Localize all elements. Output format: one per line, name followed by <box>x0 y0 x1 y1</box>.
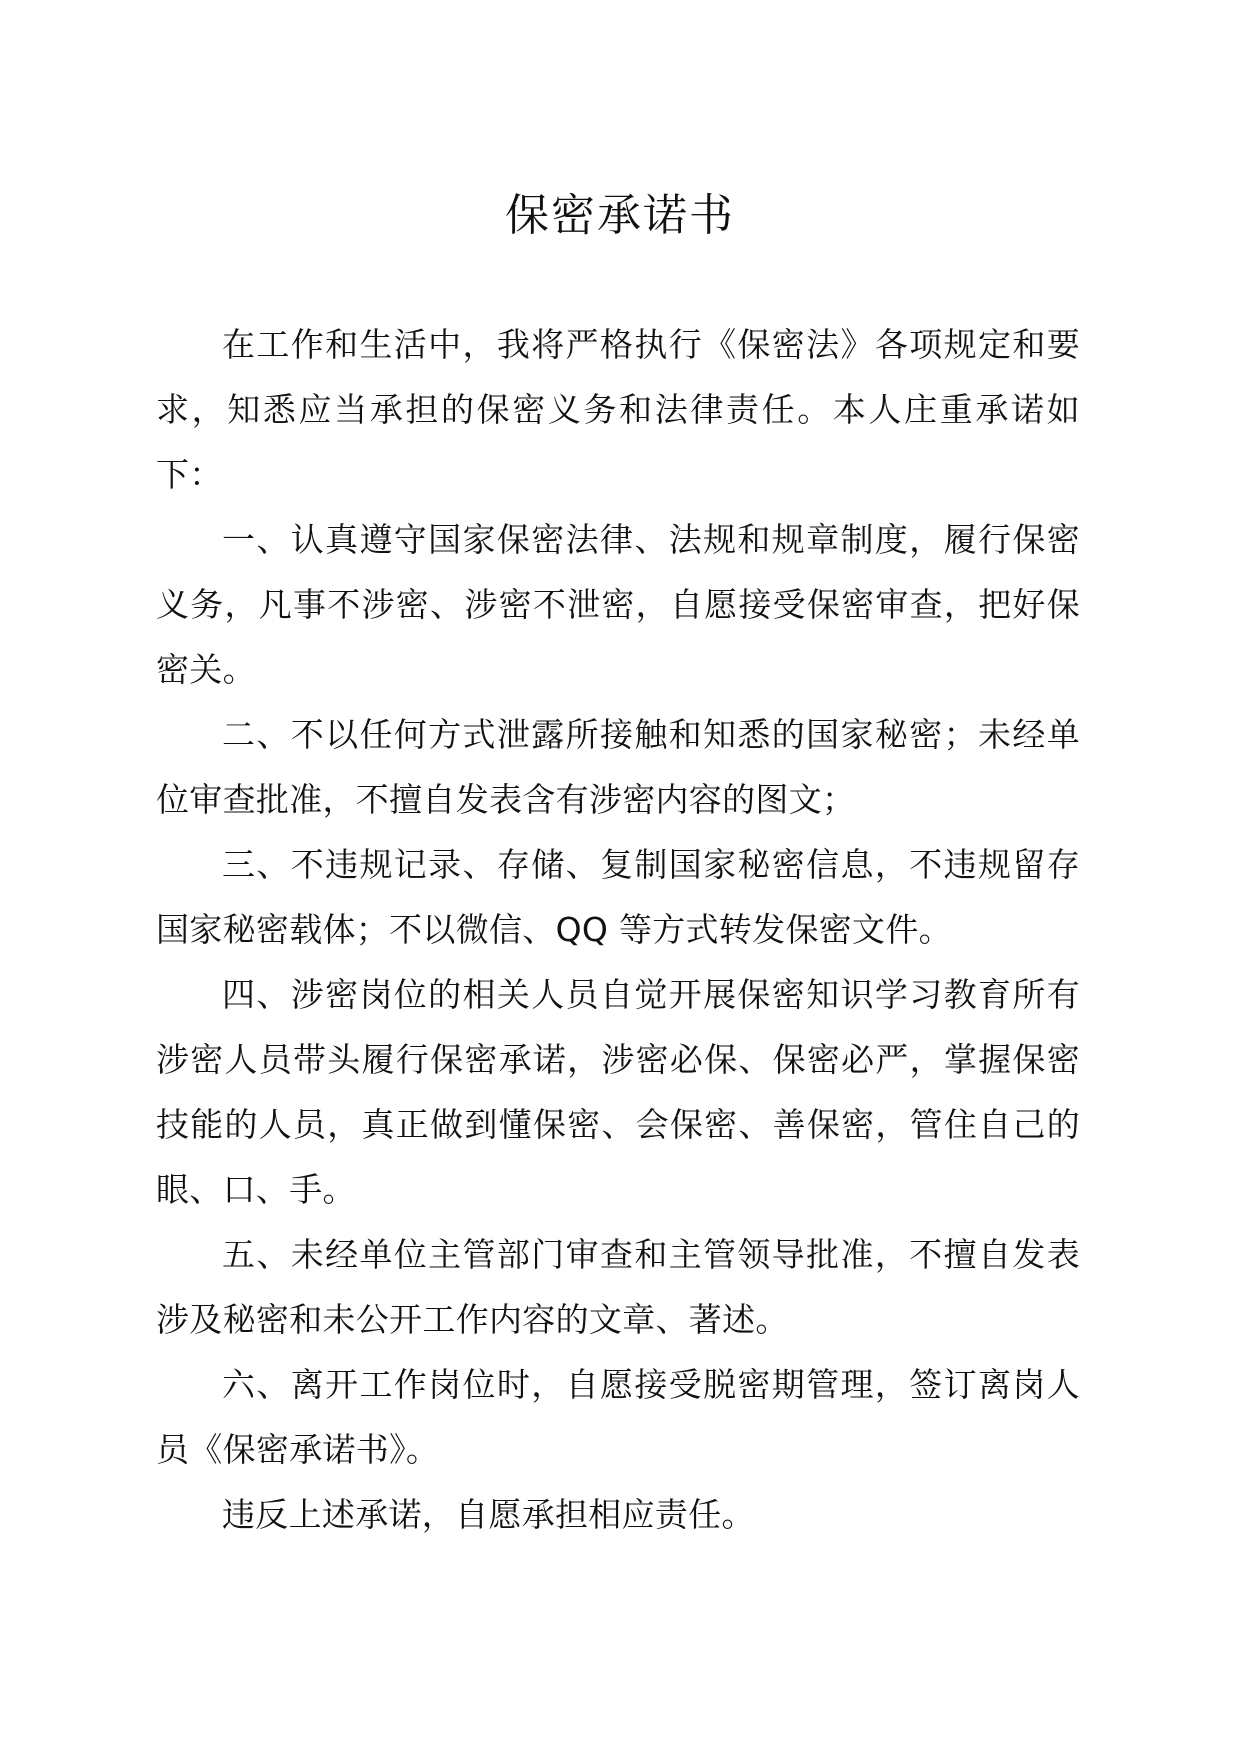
intro-paragraph: 在工作和生活中，我将严格执行《保密法》各项规定和要求，知悉应当承担的保密义务和法律责任。本人庄重承诺如下： <box>156 325 1080 494</box>
closing-statement: 违反上述承诺，自愿承担相应责任。 <box>222 1495 755 1534</box>
commitment-item-3: 三、不违规记录、存储、复制国家秘密信息，不违规留存国家秘密载体；不以微信、QQ 等方式转发保密文件。 <box>156 845 1080 949</box>
commitment-item-5: 五、未经单位主管部门审查和主管领导批准，不擅自发表涉及秘密和未公开工作内容的文章、著述。 <box>156 1235 1080 1339</box>
document-body <box>156 312 1080 1547</box>
document-title: 保密承诺书 <box>505 190 735 241</box>
commitment-item-6: 六、离开工作岗位时，自愿接受脱密期管理，签订离岗人员《保密承诺书》。 <box>156 1365 1080 1469</box>
commitment-item-1: 一、认真遵守国家保密法律、法规和规章制度，履行保密义务，凡事不涉密、涉密不泄密，自愿接受保密审查，把好保密关。 <box>156 520 1080 689</box>
commitment-item-4: 四、涉密岗位的相关人员自觉开展保密知识学习教育所有涉密人员带头履行保密承诺，涉密必保、保密必严，掌握保密技能的人员，真正做到懂保密、会保密、善保密，管住自己的眼、口、手。 <box>156 975 1080 1209</box>
commitment-item-2: 二、不以任何方式泄露所接触和知悉的国家秘密；未经单位审查批准，不擅自发表含有涉密内容的图文； <box>156 715 1080 819</box>
